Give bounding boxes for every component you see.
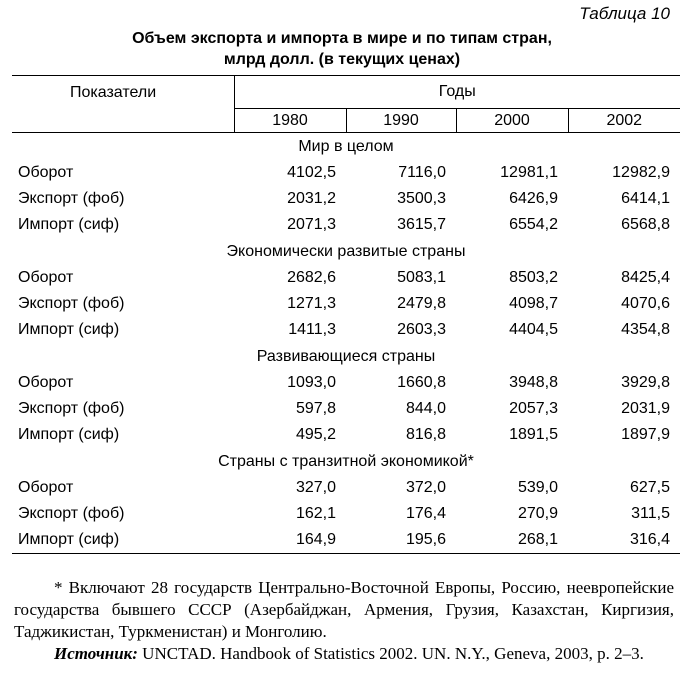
value-cell: 8503,2 (509, 269, 558, 286)
value-cell: 6554,2 (509, 216, 558, 233)
footnote: * Включают 28 государств Центрально-Восточной Европы, Россию, неевропейские государства бывшего СССР (Азербайджан, Армения, Грузия, Казахстан, Киргизия, Таджикистан, Туркменистан) и Монголию. (14, 578, 674, 641)
value-cell: 627,5 (629, 479, 670, 496)
table-row (12, 501, 680, 527)
value-cell: 327,0 (295, 479, 336, 496)
section-row (12, 133, 680, 161)
value-cell: 270,9 (517, 505, 558, 522)
table-number: Таблица 10 (579, 4, 670, 23)
table-row (12, 475, 680, 501)
header-year-1980: 1980 (234, 109, 346, 133)
value-cell: 3500,3 (397, 190, 446, 207)
value-cell: 844,0 (405, 400, 446, 417)
row-label: Импорт (сиф) (18, 426, 120, 443)
value-cell: 1093,0 (287, 374, 336, 391)
value-cell: 2682,6 (287, 269, 336, 286)
value-cell: 2071,3 (287, 216, 336, 233)
value-cell: 12982,9 (612, 164, 670, 181)
section-title: Развивающиеся страны (256, 347, 436, 365)
value-cell: 4102,5 (287, 164, 336, 181)
value-cell: 1271,3 (287, 295, 336, 312)
table-row (12, 291, 680, 317)
value-cell: 6426,9 (509, 190, 558, 207)
value-cell: 1660,8 (397, 374, 446, 391)
value-cell: 372,0 (405, 479, 446, 496)
value-cell: 816,8 (405, 426, 446, 443)
value-cell: 2031,9 (621, 400, 670, 417)
table-row (12, 370, 680, 396)
value-cell: 311,5 (631, 505, 670, 522)
row-label: Экспорт (фоб) (18, 190, 125, 207)
table-row (12, 317, 680, 343)
value-cell: 316,4 (568, 527, 680, 554)
section-title: Мир в целом (298, 137, 394, 155)
value-cell: 1891,5 (509, 426, 558, 443)
header-years: Годы (234, 76, 680, 109)
value-cell: 3948,8 (509, 374, 558, 391)
value-cell: 2603,3 (397, 321, 446, 338)
section-row (12, 238, 680, 265)
table-row (12, 527, 680, 554)
row-label: Оборот (18, 269, 74, 286)
value-cell: 539,0 (517, 479, 558, 496)
value-cell: 7116,0 (398, 164, 446, 181)
value-cell: 4070,6 (621, 295, 670, 312)
table-body (12, 133, 680, 554)
row-label: Импорт (сиф) (18, 216, 120, 233)
table-caption-line-1: Объем экспорта и импорта в мире и по типам стран, (132, 30, 552, 47)
value-cell: 495,2 (295, 426, 336, 443)
trade-table (12, 75, 680, 554)
value-cell: 8425,4 (621, 269, 670, 286)
value-cell: 2031,2 (287, 190, 336, 207)
row-label: Импорт (сиф) (12, 527, 234, 554)
table-row (12, 422, 680, 448)
value-cell: 268,1 (456, 527, 568, 554)
header-indicators: Показатели (12, 76, 234, 133)
value-cell: 195,6 (346, 527, 456, 554)
value-cell: 4354,8 (621, 321, 670, 338)
value-cell: 2057,3 (509, 400, 558, 417)
value-cell: 6414,1 (621, 190, 670, 207)
table-row (12, 160, 680, 186)
row-label: Экспорт (фоб) (18, 295, 125, 312)
value-cell: 6568,8 (621, 216, 670, 233)
value-cell: 12981,1 (500, 164, 558, 181)
table-row (12, 265, 680, 291)
value-cell: 4098,7 (509, 295, 558, 312)
value-cell: 597,8 (295, 400, 336, 417)
row-label: Оборот (18, 479, 74, 496)
table-row (12, 212, 680, 238)
value-cell: 162,1 (295, 505, 336, 522)
header-year-1990: 1990 (346, 109, 456, 133)
section-row (12, 448, 680, 475)
section-title: Экономически развитые страны (226, 242, 466, 260)
source-label: Источник: (54, 644, 138, 663)
value-cell: 3615,7 (397, 216, 446, 233)
header-year-2002: 2002 (568, 109, 680, 133)
row-label: Оборот (18, 164, 74, 181)
row-label: Экспорт (фоб) (18, 400, 125, 417)
section-row (12, 343, 680, 370)
header-year-2000: 2000 (456, 109, 568, 133)
table-row (12, 396, 680, 422)
value-cell: 1411,3 (288, 321, 336, 338)
value-cell: 176,4 (405, 505, 446, 522)
table-row (12, 186, 680, 212)
value-cell: 164,9 (234, 527, 346, 554)
row-label: Импорт (сиф) (18, 321, 120, 338)
value-cell: 2479,8 (397, 295, 446, 312)
value-cell: 4404,5 (509, 321, 558, 338)
section-title: Страны с транзитной экономикой* (218, 452, 474, 470)
source-note (14, 643, 674, 665)
value-cell: 3929,8 (621, 374, 670, 391)
table-caption-line-2: млрд долл. (в текущих ценах) (223, 51, 461, 68)
row-label: Оборот (18, 374, 74, 391)
row-label: Экспорт (фоб) (18, 505, 125, 522)
value-cell: 5083,1 (397, 269, 446, 286)
value-cell: 1897,9 (621, 426, 670, 443)
source-text: UNCTAD. Handbook of Statistics 2002. UN. N.Y., Geneva, 2003, p. 2–3. (137, 644, 644, 663)
